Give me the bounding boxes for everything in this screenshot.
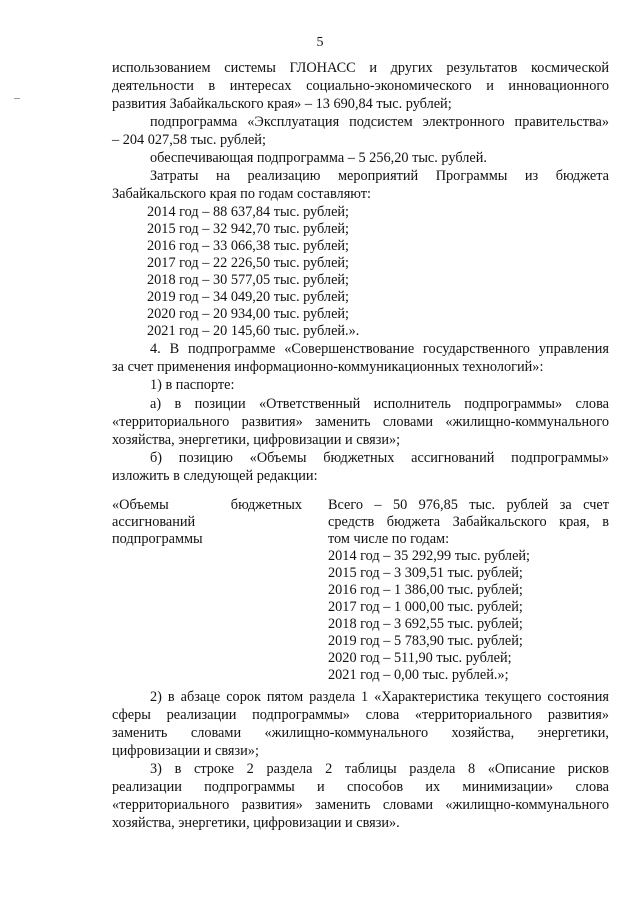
- table-year-row: 2015 год – 3 309,51 тыс. рублей;: [328, 565, 523, 581]
- text-line: подпрограмма «Эксплуатация подсистем электронного правительства»: [150, 114, 609, 130]
- table-left-word: бюджетных: [230, 497, 302, 513]
- year-line: 2021 год – 20 145,60 тыс. рублей.».: [147, 323, 360, 339]
- year-line: 2019 год – 34 049,20 тыс. рублей;: [147, 289, 350, 305]
- year-line: 2016 год – 33 066,38 тыс. рублей;: [147, 238, 350, 254]
- text-line: а) в позиции «Ответственный исполнитель подпрограммы» слова: [150, 396, 609, 412]
- table-right-row: том числе по годам:: [328, 531, 450, 547]
- text-line: 4. В подпрограмме «Совершенствование государственного управления: [150, 341, 609, 357]
- year-line: 2014 год – 88 637,84 тыс. рублей;: [147, 204, 350, 220]
- text-line: – 204 027,58 тыс. рублей;: [112, 132, 266, 148]
- text-line: изложить в следующей редакции:: [112, 468, 318, 484]
- text-line: Забайкальского края по годам составляют:: [112, 186, 371, 202]
- text-line: использованием системы ГЛОНАСС и других результатов космической: [112, 60, 609, 76]
- table-year-row: 2019 год – 5 783,90 тыс. рублей;: [328, 633, 523, 649]
- text-line: Затраты на реализацию мероприятий Программы из бюджета: [150, 168, 609, 184]
- table-right-row: Всего – 50 976,85 тыс. рублей за счет: [328, 497, 609, 513]
- text-line: деятельности в интересах социально-экономического и инновационного: [112, 78, 609, 94]
- margin-mark: [14, 98, 20, 99]
- table-year-row: 2014 год – 35 292,99 тыс. рублей;: [328, 548, 531, 564]
- text-line: цифровизации и связи»;: [112, 743, 259, 759]
- table-year-row: 2016 год – 1 386,00 тыс. рублей;: [328, 582, 523, 598]
- text-line: «территориального развития» заменить словами «жилищно-коммунального: [112, 797, 609, 813]
- table-right-cell: [328, 497, 609, 684]
- table-left-cell: [112, 497, 302, 548]
- table-year-row: 2018 год – 3 692,55 тыс. рублей;: [328, 616, 523, 632]
- table-left-word: «Объемы: [112, 497, 169, 513]
- year-line: 2018 год – 30 577,05 тыс. рублей;: [147, 272, 350, 288]
- text-line: хозяйства, энергетики, цифровизации и связи»;: [112, 432, 401, 448]
- text-line: «территориального развития» заменить словами «жилищно-коммунального: [112, 414, 609, 430]
- text-line: хозяйства, энергетики, цифровизации и связи».: [112, 815, 400, 831]
- table-right-row: средств бюджета Забайкальского края, в: [328, 514, 609, 530]
- text-line: 3) в строке 2 раздела 2 таблицы раздела 8 «Описание рисков: [150, 761, 609, 777]
- text-line: за счет применения информационно-коммуникационных технологий»:: [112, 359, 544, 375]
- year-line: 2015 год – 32 942,70 тыс. рублей;: [147, 221, 350, 237]
- table-year-row: 2020 год – 511,90 тыс. рублей;: [328, 650, 512, 666]
- text-line: обеспечивающая подпрограмма – 5 256,20 тыс. рублей.: [150, 150, 487, 166]
- table-left-row: подпрограммы: [112, 531, 203, 547]
- table-left-first-row: [112, 497, 302, 514]
- year-line: 2020 год – 20 934,00 тыс. рублей;: [147, 306, 350, 322]
- text-line: развития Забайкальского края» – 13 690,84 тыс. рублей;: [112, 96, 452, 112]
- table-year-row: 2017 год – 1 000,00 тыс. рублей;: [328, 599, 523, 615]
- text-line: 1) в паспорте:: [150, 377, 235, 393]
- table-left-row: ассигнований: [112, 514, 196, 530]
- table-year-row: 2021 год – 0,00 тыс. рублей.»;: [328, 667, 509, 683]
- text-line: сферы реализации подпрограммы» слова «территориального развития»: [112, 707, 609, 723]
- page-number: 5: [316, 35, 324, 50]
- text-line: заменить словами «жилищно-коммунального хозяйства, энергетики,: [112, 725, 609, 741]
- text-line: 2) в абзаце сорок пятом раздела 1 «Характеристика текущего состояния: [150, 689, 609, 705]
- text-line: б) позицию «Объемы бюджетных ассигнований подпрограммы»: [150, 450, 609, 466]
- text-line: реализации подпрограммы и способов их минимизации» слова: [112, 779, 609, 795]
- year-line: 2017 год – 22 226,50 тыс. рублей;: [147, 255, 350, 271]
